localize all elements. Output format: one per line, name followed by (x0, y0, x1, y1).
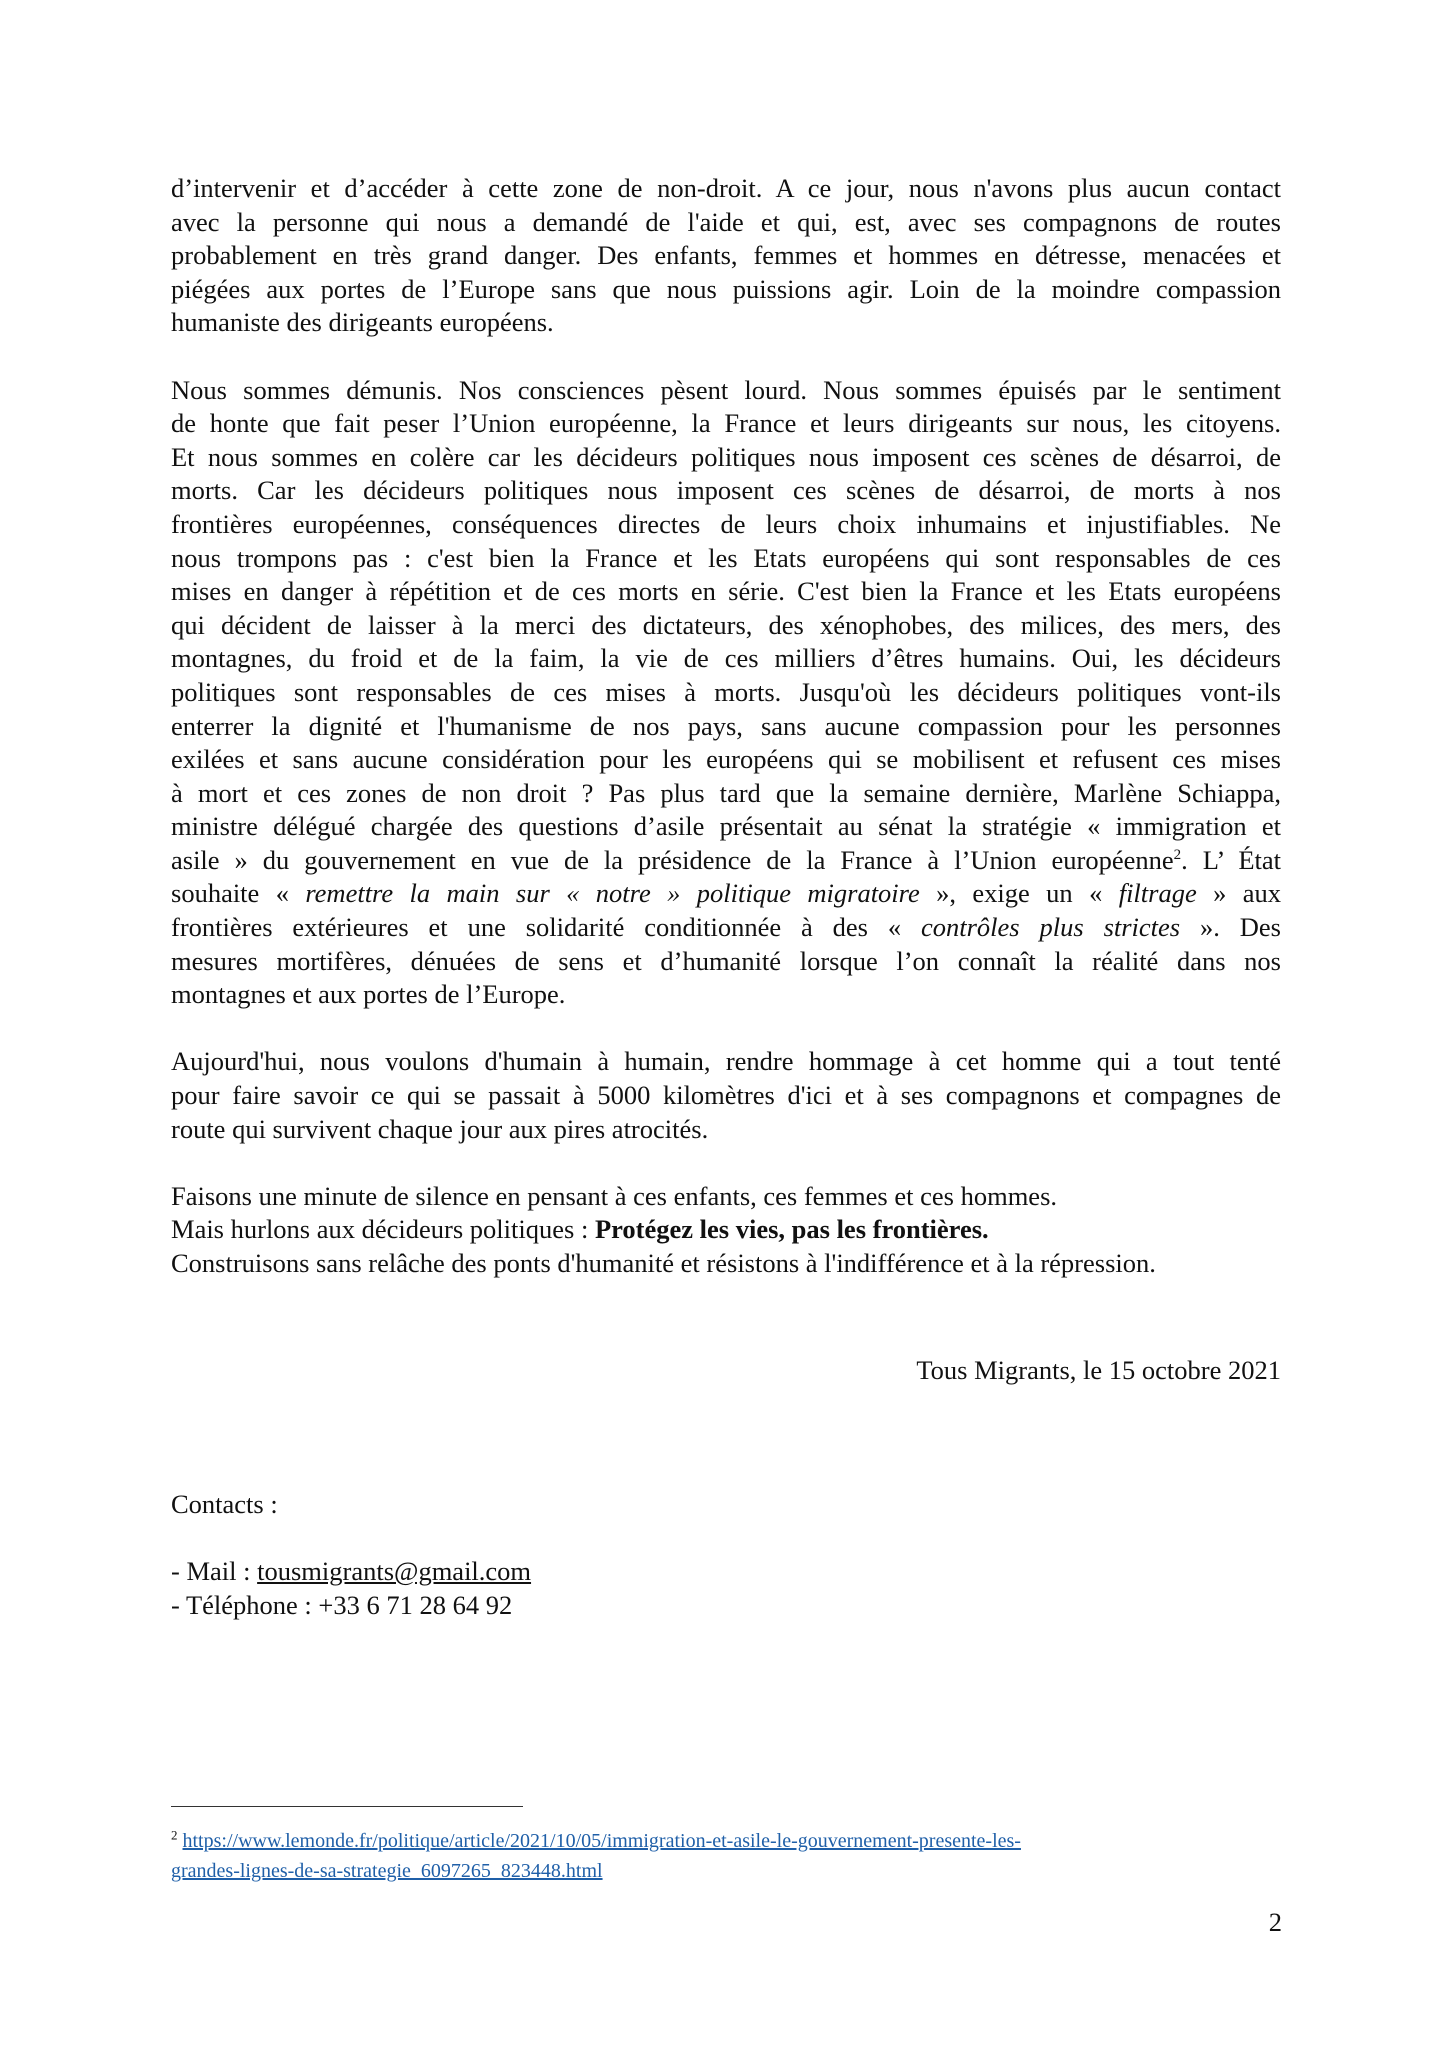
text-line: montagnes, du froid et de la faim, la vie de ces milliers d’êtres humains. Oui, les décideurs (171, 643, 1281, 674)
text-line: pour faire savoir ce qui se passait à 5000 kilomètres d'ici et à ses compagnons et compagnes de (171, 1080, 1281, 1111)
mail-link[interactable]: tousmigrants@gmail.com (257, 1556, 532, 1587)
text-line (171, 844, 1281, 878)
text-line: nous trompons pas : c'est bien la France et les Etats européens qui sont responsables de ces (171, 542, 1281, 573)
contacts-heading: Contacts : (171, 1489, 278, 1519)
phone-row (171, 1589, 531, 1623)
paragraph-demunis (171, 374, 1281, 1012)
document-body (171, 172, 1281, 1314)
text-line: morts. Car les décideurs politiques nous imposent ces scènes de désarroi, de morts à nos (171, 475, 1281, 506)
text-line: mesures mortifères, dénuées de sens et d’humanité lorsque l’on connaît la réalité dans nos (171, 945, 1281, 976)
bold-slogan: Protégez les vies, pas les frontières. (594, 1214, 989, 1245)
text-line: de honte que fait peser l’Union européenne, la France et leurs dirigeants sur nous, les citoyens. (171, 408, 1281, 439)
text-line: ministre délégué chargée des questions d’asile présentait au sénat la stratégie « immigration et (171, 811, 1281, 842)
text-line: à mort et ces zones de non droit ? Pas plus tard que la semaine dernière, Marlène Schiappa, (171, 777, 1281, 808)
text-line (171, 1213, 1281, 1247)
footnote-separator (171, 1806, 523, 1807)
text-segment: asile » du gouvernement en vue de la présidence de la France à l’Union européenne (171, 844, 1174, 875)
text-line: enterrer la dignité et l'humanisme de nos pays, sans aucune compassion pour les personnes (171, 710, 1281, 741)
text-line: frontières européennes, conséquences directes de leurs choix inhumains et injustifiables. Ne (171, 508, 1281, 539)
text-line: politiques sont responsables de ces mises à morts. Jusqu'où les décideurs politiques vont-ils (171, 676, 1281, 707)
text-line: qui décident de laisser à la merci des dictateurs, des xénophobes, des milices, des mers, des (171, 609, 1281, 640)
text-line: probablement en très grand danger. Des enfants, femmes et hommes en détresse, menacées et (171, 240, 1281, 271)
phone-label: - Téléphone : (171, 1589, 319, 1620)
spacer (171, 1522, 531, 1556)
signature: Tous Migrants, le 15 octobre 2021 (916, 1355, 1281, 1385)
text-line: Construisons sans relâche des ponts d'humanité et résistons à l'indifférence et à la répression. (171, 1248, 1156, 1278)
mail-label: - Mail : (171, 1556, 258, 1587)
paragraph-closing (171, 1180, 1281, 1281)
text-line: mises en danger à répétition et de ces morts en série. C'est bien la France et les Etats européens (171, 576, 1281, 607)
footnote-number: 2 (171, 1827, 178, 1843)
phone-number: +33 6 71 28 64 92 (318, 1589, 513, 1620)
text-line: Aujourd'hui, nous voulons d'humain à humain, rendre hommage à cet homme qui a tout tenté (171, 1046, 1281, 1077)
mail-row (171, 1555, 531, 1589)
paragraph-hommage (171, 1045, 1281, 1146)
paragraph-intervention (171, 172, 1281, 340)
text-line: avec la personne qui nous a demandé de l'aide et qui, est, avec ses compagnons de routes (171, 206, 1281, 237)
contacts-block (171, 1488, 531, 1622)
text-segment: Mais hurlons aux décideurs politiques : (171, 1214, 595, 1245)
quote-italic: remettre la main sur « notre » politique migratoire (305, 878, 920, 909)
text-line: d’intervenir et d’accéder à cette zone de non-droit. A ce jour, nous n'avons plus aucun contact (171, 173, 1281, 203)
footnote-link[interactable]: https://www.lemonde.fr/politique/article/2021/10/05/immigration-et-asile-le-gouvernement-presente-les- (182, 1830, 1021, 1852)
text-segment: ». Des (1180, 912, 1281, 943)
text-line: route qui survivent chaque jour aux pires atrocités. (171, 1113, 709, 1144)
text-line: piégées aux portes de l’Europe sans que nous puissions agir. Loin de la moindre compassion (171, 273, 1281, 304)
text-line: Et nous sommes en colère car les décideurs politiques nous imposent ces scènes de désarroi, de (171, 441, 1281, 472)
text-segment: souhaite « (171, 878, 306, 909)
text-line: exilées et sans aucune considération pour les européens qui se mobilisent et refusent ces mises (171, 744, 1281, 775)
text-line (171, 911, 1281, 945)
text-segment: . L’ État (1181, 844, 1281, 875)
footnote-reference[interactable]: 2 (1173, 847, 1182, 864)
text-segment: », exige un « (919, 878, 1119, 909)
text-line: humaniste des dirigeants européens. (171, 307, 554, 338)
page-number: 2 (1268, 1907, 1282, 1937)
text-line: Faisons une minute de silence en pensant à ces enfants, ces femmes et ces hommes. (171, 1180, 1058, 1211)
quote-italic: contrôles plus strictes (920, 912, 1181, 943)
text-line: montagnes et aux portes de l’Europe. (171, 979, 566, 1010)
text-segment: frontières extérieures et une solidarité conditionnée à des « (171, 912, 921, 943)
text-segment: » aux (1196, 878, 1282, 909)
text-line: Nous sommes démunis. Nos consciences pèsent lourd. Nous sommes épuisés par le sentiment (171, 374, 1281, 405)
text-line (171, 877, 1281, 911)
footnote-link-continuation[interactable]: grandes-lignes-de-sa-strategie_6097265_823448.html (171, 1860, 603, 1882)
footnote (171, 1826, 1281, 1886)
quote-italic: filtrage (1118, 878, 1197, 909)
